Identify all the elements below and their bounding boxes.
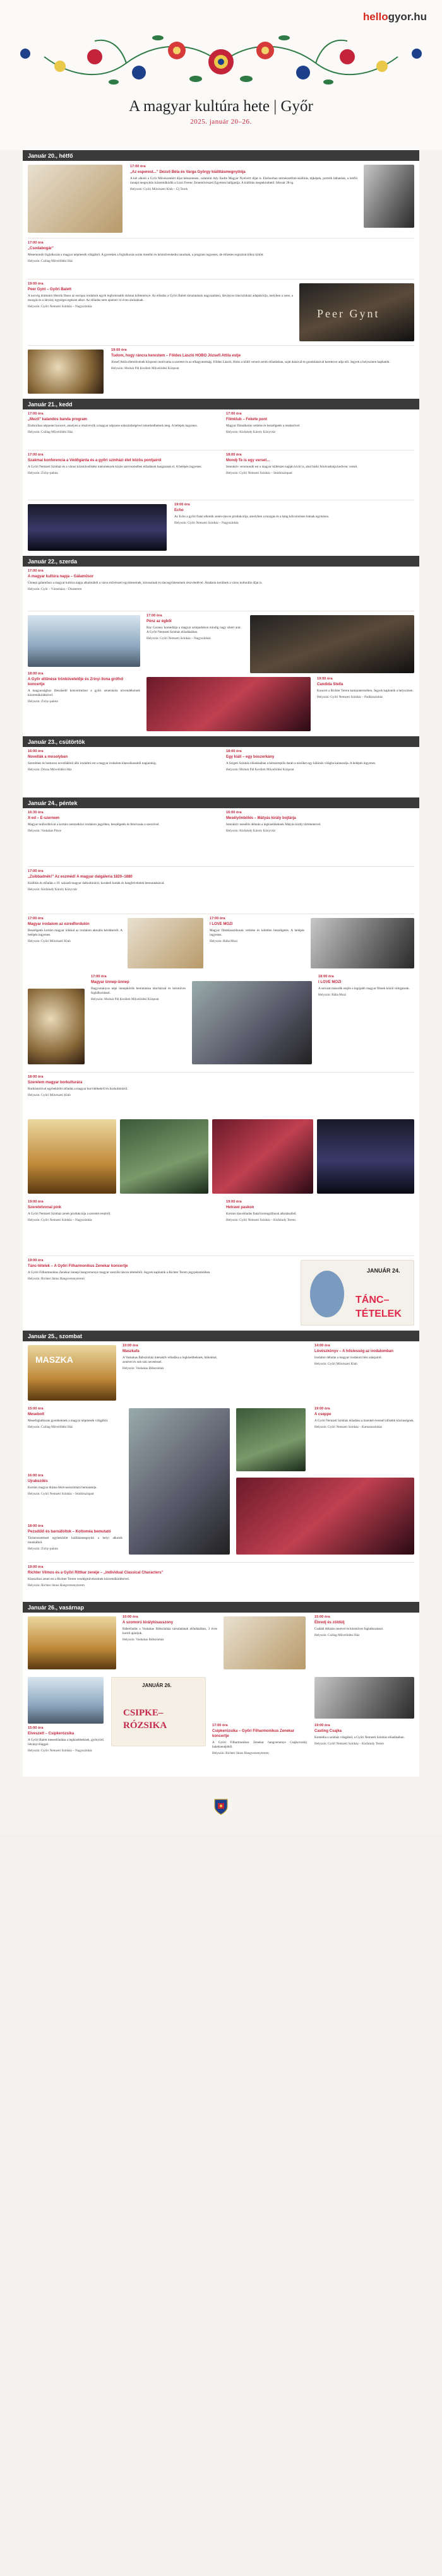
event-photo bbox=[28, 1616, 116, 1669]
event-photo bbox=[28, 350, 104, 394]
event-card[interactable] bbox=[146, 614, 241, 641]
event-card[interactable] bbox=[23, 409, 221, 450]
event-card[interactable] bbox=[221, 450, 419, 500]
event-title[interactable]: A cseppe bbox=[314, 1412, 332, 1416]
event-location: Helyszín: Csillag Művelődési Ház bbox=[28, 430, 73, 434]
poster-date: JANUÁR 26. bbox=[142, 1683, 172, 1688]
event-photo bbox=[317, 1119, 414, 1194]
event-title[interactable]: Richter Vilmos és a Győri Rittkar zenéje – „Individual Classical Characters” bbox=[28, 1570, 164, 1575]
event-description: Klasszikus zenei est a Richter Terem vendégművészeinek közreműködésével. bbox=[28, 1577, 130, 1581]
event-location: Helyszín: Győri Nemzeti Színház – Kisfaludy Terem bbox=[314, 1741, 384, 1746]
event-title[interactable]: Csipkerózsika – Győri Filharmonikus Zenekar koncertje bbox=[212, 1729, 295, 1738]
event-description: Bábelőadás a Vaskakas Bábszínház társulatának előadásában, 3 éves kortól ajánljuk. bbox=[122, 1626, 217, 1635]
dancer-figure bbox=[310, 1271, 344, 1317]
event-card[interactable] bbox=[23, 279, 419, 345]
event-location: Helyszín: Molnár Pál Kerületi Művelődési Központ bbox=[226, 767, 294, 772]
event-time: 15:00 óra bbox=[28, 1407, 44, 1411]
event-card-group bbox=[23, 1673, 419, 1767]
event-card[interactable] bbox=[314, 1344, 414, 1367]
event-time: 19:00 óra bbox=[317, 677, 333, 681]
day-header: Január 26., vasárnap bbox=[23, 1602, 419, 1613]
event-description: Interaktív versmondó est a magyar költészet napján kívül is, ahol bárki felolvashatja kedvenc versét. bbox=[226, 464, 358, 469]
event-card[interactable] bbox=[221, 1197, 419, 1256]
maszka-poster bbox=[28, 1345, 116, 1401]
event-title[interactable]: „Mező” kalandos banda program bbox=[28, 417, 88, 421]
event-time: 17:00 óra bbox=[28, 453, 44, 457]
event-photo bbox=[129, 1408, 230, 1555]
event-description: A Vaskakas Bábszínház interaktív előadása a legkisebbeknek, bábokkal, zenével és sok-sok nevetéssel. bbox=[122, 1355, 217, 1364]
event-card[interactable] bbox=[23, 567, 419, 611]
event-title[interactable]: Hetrawi paskon bbox=[226, 1205, 254, 1209]
event-location: Helyszín: Rába Mozi bbox=[210, 939, 238, 943]
event-title[interactable]: Filmklub – Fekete pont bbox=[226, 417, 268, 421]
event-location: Helyszín: Rába Mozi bbox=[318, 992, 347, 997]
event-time: 10:00 óra bbox=[122, 1615, 138, 1619]
event-description: Családi délután zenével és kézműves foglalkozással. bbox=[314, 1626, 384, 1631]
event-description: Magyar műfordítóval a kortárs nemzetközi irodalom jegyében, beszélgetés és felolvasás a szerzővel. bbox=[28, 822, 160, 826]
event-title[interactable]: Candida Stella bbox=[317, 682, 343, 686]
event-time: 19:00 óra bbox=[174, 503, 190, 507]
event-time: 18:00 óra bbox=[28, 1524, 44, 1528]
event-time: 17:00 óra bbox=[28, 869, 44, 873]
event-title[interactable]: Echo bbox=[174, 508, 184, 512]
event-time: 17:00 óra bbox=[91, 975, 107, 979]
event-description: A Szigeti Színház előadásában a kétszereplős darab a nézőket egy különös világba kalauzolja. A belépés ingyenes. bbox=[226, 761, 376, 765]
event-location: Helyszín: Győri Művészeti Klub – Új Terek bbox=[130, 187, 188, 191]
event-location: Helyszín: Zichy-palota bbox=[28, 471, 58, 475]
event-card[interactable] bbox=[221, 808, 419, 866]
page-dates: 2025. január 20–26. bbox=[190, 118, 252, 126]
event-card[interactable] bbox=[318, 975, 414, 997]
event-title[interactable]: Pénz az égből bbox=[146, 619, 172, 623]
peer-gynt-poster bbox=[299, 283, 414, 341]
event-time: 17:00 óra bbox=[226, 412, 242, 416]
tanc-tetelek-poster bbox=[301, 1260, 414, 1326]
event-title[interactable]: Lövészkönyv – A hősiesség az irodalomban bbox=[314, 1349, 393, 1353]
event-card[interactable] bbox=[23, 346, 419, 397]
event-description: Elsősorban népzenei koncert, amelyen a résztvevők a magyar népzene sokszínűségével ismerkedhetnek meg. A belépés ingyenes. bbox=[28, 423, 198, 428]
event-location: Helyszín: Zichy-palota bbox=[28, 1546, 58, 1551]
event-description: A norvég drámaíró Henrik Ibsen az európai irodalom egyik legfontosabb drámai költeménye. Az előadás a Győri Balett társulatának nagyszabású, látványos táncszínházi adaptációja, melyben a zene, a mozgás és a látvány egységes egészet alkot. Az előadás nem ajánlott 14 éven aluliaknak. bbox=[28, 293, 293, 302]
event-card[interactable] bbox=[221, 409, 419, 450]
event-title[interactable]: Mesebolt bbox=[28, 1412, 45, 1416]
event-description: Szerelmes és humoros novellákból álló irodalmi est a magyar irodalom klasszikusaitól napjainkig. bbox=[28, 761, 157, 765]
event-location: Helyszín: Győri Művészeti Klub bbox=[314, 1362, 357, 1366]
event-photo bbox=[28, 504, 167, 551]
city-crest-icon bbox=[213, 1798, 229, 1816]
program-content bbox=[23, 150, 419, 1777]
event-card[interactable] bbox=[28, 917, 122, 944]
event-location: Helyszín: Vaskakas Pince bbox=[28, 828, 62, 833]
event-time: 18:00 óra bbox=[226, 453, 242, 457]
event-title[interactable]: Mesélyönbölés – Mátyás király bojtárja bbox=[226, 816, 296, 820]
event-card[interactable] bbox=[23, 500, 419, 555]
event-time: 17:00 óra bbox=[28, 241, 44, 245]
event-row bbox=[23, 450, 419, 500]
event-location: Helyszín: Richter János Hangversenyterem bbox=[28, 1583, 85, 1587]
event-card[interactable] bbox=[122, 1344, 217, 1371]
event-description: Beszélgetés kortárs magyar írókkal az irodalom aktuális kérdéseiről. A belépés ingyenes. bbox=[28, 928, 122, 937]
event-card[interactable] bbox=[91, 975, 186, 1002]
event-location: Helyszín: Csillag Művelődési Ház bbox=[28, 259, 73, 263]
event-photo bbox=[28, 1119, 116, 1194]
event-description: A Győri Filharmonikus Zenekar ünnepi hangversenye magyar szerzők táncos tételeiből. Jegyek kaphatók a Richter Terem jegypénztárában. bbox=[28, 1270, 211, 1274]
poster-title: TÁNC–TÉTELEK bbox=[355, 1295, 402, 1319]
event-card-group bbox=[23, 914, 419, 1072]
event-card[interactable] bbox=[212, 1724, 307, 1756]
event-title[interactable]: Elveszett – Csipkerózsika bbox=[28, 1731, 75, 1736]
event-location: Helyszín: Győri Nemzeti Színház – Nagyszínház bbox=[174, 520, 239, 525]
event-title[interactable]: A Győr eltűnése trónkövetelője és Zrínyi Ilona grófnő koncertje bbox=[28, 677, 124, 686]
poster-title: Peer Gynt bbox=[317, 307, 380, 320]
event-card[interactable] bbox=[28, 672, 140, 704]
event-card[interactable] bbox=[28, 1407, 122, 1430]
event-description: Ray Cooney komédiája a magyar színpadokon mindig nagy sikert arat. A Győri Nemzeti Színház előadásában. bbox=[146, 625, 241, 634]
header bbox=[0, 0, 442, 150]
event-time: 19:00 óra bbox=[111, 348, 127, 352]
event-description: Kortárs magyar dráma felolvasószínházi bemutatója. bbox=[28, 1485, 97, 1490]
event-time: 19:00 óra bbox=[28, 1565, 44, 1569]
event-description: Hagyományos népi ünnepkörök bemutatása táncházzal és kézműves foglalkozással. bbox=[91, 986, 186, 995]
event-description: A magyarsághoz illeszkedő koncertműsor a győri zeneiskola növendékeinek közreműködésével. bbox=[28, 688, 140, 697]
event-title[interactable]: Magyar irodalom az ezredfordulón bbox=[28, 922, 90, 926]
event-title[interactable]: Ébredj és zöldülj bbox=[314, 1620, 345, 1625]
event-location: Helyszín: Győri Nemzeti Színház – Nagyszínház bbox=[28, 1218, 92, 1222]
brand-prefix: hello bbox=[362, 11, 388, 23]
day-friday bbox=[23, 797, 419, 1329]
folk-ornament-icon bbox=[0, 19, 442, 107]
event-title[interactable]: Magyar ünnep-ünnep bbox=[91, 980, 129, 984]
event-location: Helyszín: Győri Nemzeti Színház – Kamaraszínház bbox=[314, 1425, 383, 1429]
event-description: A sorozat második estjén a legújabb magyar filmek közül válogatunk. bbox=[318, 986, 410, 991]
event-photo bbox=[224, 1616, 306, 1669]
day-wednesday bbox=[23, 556, 419, 735]
poster-title: MASZKA bbox=[35, 1355, 73, 1365]
day-tuesday bbox=[23, 399, 419, 555]
event-card[interactable] bbox=[28, 1524, 122, 1551]
event-title[interactable]: Maszkafa bbox=[122, 1349, 140, 1353]
event-photo bbox=[212, 1119, 313, 1194]
event-card[interactable] bbox=[23, 161, 419, 238]
day-sunday bbox=[23, 1602, 419, 1767]
event-time: 17:00 óra bbox=[28, 917, 44, 920]
event-time: 17:00 óra bbox=[130, 165, 146, 168]
event-description: A Győri Balett meseelőadása a legkisebbeknek, gyönyörű látványvilággal. bbox=[28, 1738, 104, 1746]
event-time: 19:00 óra bbox=[314, 1407, 330, 1411]
event-description: Az Echo a győri fiatal alkotók zenés-táncos produkciója, amelyben a mozgás és a hang kölcsönösen hatnak egymásra. bbox=[174, 514, 330, 519]
event-description: Ünnepi gálaműsor a magyar kultúra napja alkalmából a város művészeti együtteseinek, kórusainak és táncegyütteseinek részvételével. Átadásra kerülnek a város kulturális díjai is. bbox=[28, 580, 263, 585]
event-time: 18:00 óra bbox=[28, 672, 44, 676]
photo-strip bbox=[23, 1117, 419, 1197]
event-description: Borkóstolóval egybekötött előadás a magyar borvidékekről és borkultúráról. bbox=[28, 1086, 128, 1091]
event-time: 19:00 óra bbox=[28, 1259, 44, 1262]
event-card-group bbox=[23, 1341, 419, 1404]
event-photo bbox=[128, 918, 203, 968]
event-time: 15:00 óra bbox=[28, 1726, 44, 1730]
event-row bbox=[23, 409, 419, 450]
event-card[interactable] bbox=[210, 917, 304, 944]
event-title[interactable]: I LOVE MOZI bbox=[318, 980, 342, 984]
event-card-group bbox=[23, 611, 419, 735]
event-time: 18:00 óra bbox=[28, 1075, 44, 1079]
day-header: Január 23., csütörtök bbox=[23, 736, 419, 747]
day-header: Január 21., kedd bbox=[23, 399, 419, 409]
event-card[interactable] bbox=[314, 1724, 414, 1746]
event-location: Helyszín: Molnár Pál Kerületi Művelődési Központ bbox=[91, 997, 159, 1001]
footer bbox=[0, 1777, 442, 1835]
day-header: Január 25., szombat bbox=[23, 1331, 419, 1341]
event-description: Kiállítás és előadás a 19. századi magyar dalkultúráról, korabeli kották és hangfelvételek bemutatásával. bbox=[28, 881, 165, 885]
event-location: Helyszín: Győri Művészeti Klub bbox=[28, 939, 71, 943]
page-title: A magyar kultúra hete | Győr bbox=[129, 98, 313, 115]
event-title[interactable]: Novellák a mosolyban bbox=[28, 755, 68, 759]
event-description: A Győri Nemzeti Színház és a városi közművelődési intézmények közös szervezésében előadások hangzanak el. A belépés ingyenes. bbox=[28, 464, 202, 469]
event-location: Helyszín: Kisfaludy Károly Könyvtár bbox=[226, 430, 276, 434]
event-title[interactable]: „Csodabogár” bbox=[28, 246, 54, 250]
event-location: Helyszín: Győri Nemzeti Színház – Nagyszínház bbox=[146, 636, 211, 640]
day-thursday bbox=[23, 736, 419, 796]
event-card[interactable] bbox=[317, 677, 414, 700]
event-location: Helyszín: Zichy-palota bbox=[28, 699, 58, 703]
event-photo bbox=[192, 981, 312, 1064]
event-time: 14:00 óra bbox=[314, 1344, 330, 1348]
event-time: 19:00 óra bbox=[226, 1200, 242, 1204]
event-photo bbox=[250, 615, 414, 673]
event-description: Tárlatvezetéssel egybekötött kiállításmegnyitó a helyi alkotók munkáiból. bbox=[28, 1536, 122, 1544]
event-location: Helyszín: Győri Nemzeti Színház – Nagyszínház bbox=[28, 304, 92, 309]
event-location: Helyszín: Győr – Városháza – Díszterem bbox=[28, 587, 82, 591]
event-description: Kortárs táncelőadás fiatal koreográfusok alkotásaiból. bbox=[226, 1211, 297, 1216]
event-time: 18:00 óra bbox=[226, 750, 242, 753]
event-location: Helyszín: Richter János Hangversenyterem bbox=[212, 1751, 269, 1755]
event-photo bbox=[28, 989, 85, 1064]
event-time: 17:00 óra bbox=[28, 412, 44, 416]
event-card-group bbox=[23, 1404, 419, 1562]
event-photo bbox=[146, 677, 311, 731]
event-title[interactable]: „Az esperest...” Dezső Béla és Varga György kiállításmegnyitója bbox=[130, 170, 246, 174]
event-time: 16:00 óra bbox=[28, 750, 44, 753]
event-card[interactable] bbox=[23, 867, 419, 914]
event-location: Helyszín: Richter János Hangversenyterem bbox=[28, 1276, 85, 1281]
event-title[interactable]: Szerelem magyar borkulturára bbox=[28, 1080, 83, 1085]
event-time: 17:00 óra bbox=[146, 614, 162, 618]
event-title[interactable]: A magyar kultúra napja – Gálaműsor bbox=[28, 574, 94, 579]
brand-suffix: gyor.hu bbox=[388, 11, 427, 23]
event-card[interactable] bbox=[23, 238, 419, 279]
event-card[interactable] bbox=[23, 1073, 419, 1117]
event-time: 16:00 óra bbox=[28, 1474, 44, 1478]
event-description: A Győri Filharmonikus Zenekar hangversenye Csajkovszkij balettzenéjéből. bbox=[212, 1740, 307, 1749]
event-time: 10:00 óra bbox=[122, 1344, 138, 1348]
event-description: Magyar filmklasszikusok vetítése és kötetlen beszélgetés. A belépés ingyenes. bbox=[210, 928, 304, 937]
poster-date: JANUÁR 24. bbox=[367, 1267, 400, 1274]
event-card[interactable] bbox=[314, 1407, 414, 1430]
event-photo bbox=[28, 1677, 104, 1724]
event-card[interactable] bbox=[23, 1563, 419, 1601]
event-location: Helyszín: Molnár Pál Kerületi Művelődési Központ bbox=[111, 366, 179, 370]
event-time: 19:00 óra bbox=[28, 1200, 44, 1204]
event-card[interactable] bbox=[23, 450, 221, 500]
event-card[interactable] bbox=[28, 1474, 122, 1497]
day-saturday bbox=[23, 1331, 419, 1601]
event-photo bbox=[236, 1408, 306, 1471]
csipkerozsika-poster bbox=[111, 1677, 206, 1746]
event-location: Helyszín: Győri Nemzeti Színház – Kisfaludy Terem bbox=[226, 1218, 296, 1222]
event-title[interactable]: Szakmai konferencia a Védőgárda és a győri színházi élet közös pontjairól bbox=[28, 458, 162, 462]
event-card-group bbox=[23, 1613, 419, 1673]
event-description: A Győri Nemzeti Színház zenés produkciója a szeretet erejéről. bbox=[28, 1211, 111, 1216]
event-description: Koncert a Richter Terem kamaratermében. Jegyek kaphatók a helyszínen. bbox=[317, 688, 414, 693]
event-location: Helyszín: Győri Nemzeti Színház – Padlásszínház bbox=[317, 695, 383, 699]
event-description: A Győri Nemzeti Színház előadása a tizenkét évesnél idősebb közönségnek. bbox=[314, 1418, 414, 1423]
event-location: Helyszín: Kisfaludy Károly Könyvtár bbox=[28, 887, 78, 891]
event-title[interactable]: Pezsdűlő és barnáfoltok – Koltoméa bemutató bbox=[28, 1529, 111, 1534]
event-location: Helyszín: Győri Művészeti Klub bbox=[28, 1093, 71, 1097]
event-row bbox=[23, 808, 419, 866]
event-photo bbox=[314, 1677, 414, 1719]
event-title[interactable]: Tudom, hogy ráncra kerestem – Földes László HOBO Józsefi Attila estje bbox=[111, 353, 241, 358]
event-card[interactable] bbox=[221, 747, 419, 796]
day-header: Január 20., hétfő bbox=[23, 150, 419, 161]
event-title[interactable]: Tánc-tételek – A Győri Filharmonikus Zenekar koncertje bbox=[28, 1264, 128, 1268]
event-description: Irodalmi délután a magyar irodalom hősi alakjairól. bbox=[314, 1355, 383, 1360]
event-title[interactable]: X-ed – E-szernem bbox=[28, 816, 60, 820]
event-description: Interaktív mesélős délután a legkisebbeknek Mátyás király történeteivel. bbox=[226, 822, 321, 826]
event-time: 18:00 óra bbox=[318, 975, 334, 979]
event-card[interactable] bbox=[23, 1256, 419, 1329]
event-location: Helyszín: Győri Nemzeti Színház – Stúdiószínpad bbox=[226, 471, 292, 475]
event-time: 19:00 óra bbox=[314, 1724, 330, 1727]
event-title[interactable]: Peer Gynt – Győri Balett bbox=[28, 287, 72, 291]
event-photo bbox=[311, 918, 414, 968]
event-location: Helyszín: Vaskakas Bábszínház bbox=[122, 1637, 164, 1642]
day-header: Január 24., péntek bbox=[23, 797, 419, 808]
event-card[interactable] bbox=[23, 808, 221, 866]
event-location: Helyszín: Kisfaludy Károly Könyvtár bbox=[226, 828, 276, 833]
event-photo bbox=[120, 1119, 208, 1194]
event-description: Mesefoglalkozás gyerekeknek a magyar népmesék világából. bbox=[28, 1418, 109, 1423]
event-title[interactable]: I LOVE MOZI bbox=[210, 922, 233, 926]
event-description: A két alkotó a Győr Művészetéért díjat kétszeresen, valamint Ady Endre Magyar Nyelvért díjat is. Elsősorban természetfotó-kiállítás, tájképek, portrék láthatóak, a hétfői ünnepi megnyitón közreműködik a Liszt Ferenc Zeneművészeti Egyetem hallgatója. A kiállítás megtekinthető: február 28-ig. bbox=[130, 176, 357, 185]
poster-title: CSIPKE–RÓZSIKA bbox=[123, 1708, 167, 1731]
event-location: Helyszín: Csillag Művelődési Ház bbox=[28, 1425, 73, 1429]
event-card[interactable] bbox=[122, 1615, 217, 1642]
event-title[interactable]: Ujrakezdés bbox=[28, 1479, 48, 1483]
event-time: 17:00 óra bbox=[212, 1724, 228, 1727]
event-photo bbox=[28, 165, 122, 233]
day-header: Január 22., szerda bbox=[23, 556, 419, 567]
event-location: Helyszín: Csillag Művelődési Ház bbox=[314, 1633, 360, 1637]
event-row bbox=[23, 1197, 419, 1256]
event-card[interactable] bbox=[23, 1197, 221, 1256]
event-card[interactable] bbox=[23, 747, 221, 796]
event-location: Helyszín: Győri Nemzeti Színház – Nagyszínház bbox=[28, 1748, 92, 1753]
event-location: Helyszín: Dózsa Művelődési Ház bbox=[28, 767, 72, 772]
event-title[interactable]: „Zsibbadnék!” Az eszméd! A magyar dalgáleria 1820–1880 bbox=[28, 874, 133, 879]
event-photo bbox=[28, 615, 140, 667]
event-location: Helyszín: Győri Nemzeti Színház – Stúdiószínpad bbox=[28, 1491, 94, 1496]
event-row bbox=[23, 747, 419, 796]
event-time: 19:00 óra bbox=[28, 282, 44, 286]
event-title[interactable]: Szeretetvonal pink bbox=[28, 1205, 62, 1209]
event-description: Mesemondó foglalkozás a magyar népmesék világából. A gyerekek a foglalkozás során mesélni és kézműveskedni tanulnak, a program ingyenes, de előzetes regisztrációhoz kötött. bbox=[28, 252, 264, 257]
event-title[interactable]: Casting Csajka bbox=[314, 1729, 342, 1733]
event-title[interactable]: Mondj-Te is egy verset... bbox=[226, 458, 270, 462]
event-card[interactable] bbox=[28, 1726, 104, 1753]
event-photo bbox=[364, 165, 414, 228]
day-monday bbox=[23, 150, 419, 397]
event-card[interactable] bbox=[314, 1615, 414, 1638]
event-title[interactable]: A szomorú királykisasszony bbox=[122, 1620, 174, 1625]
event-time: 15:00 óra bbox=[314, 1615, 330, 1619]
event-time: 17:00 óra bbox=[28, 569, 44, 573]
event-photo bbox=[236, 1478, 414, 1555]
event-time: 16:00 óra bbox=[226, 811, 242, 815]
event-description: József Attila életművének központi motívuma a szeretet és az elhagyatottság. Földes László, Hobo a költő verseit zenés előadásban, saját dalaival és gondolataival keretezve adja elő. Jegyek a helyszínen kaphatók. bbox=[111, 360, 390, 364]
event-time: 17:00 óra bbox=[210, 917, 225, 920]
event-location: Helyszín: Vaskakas Bábszínház bbox=[122, 1366, 164, 1370]
event-description: Komédia a színház világából, a Győri Nemzeti Színház előadásában. bbox=[314, 1735, 405, 1739]
event-time: 16:30 óra bbox=[28, 811, 44, 815]
event-title[interactable]: Egy kiáll – egy boszorkány bbox=[226, 755, 275, 759]
event-description: Magyar filmalkotás vetítése és beszélgetés a rendezővel. bbox=[226, 423, 301, 428]
